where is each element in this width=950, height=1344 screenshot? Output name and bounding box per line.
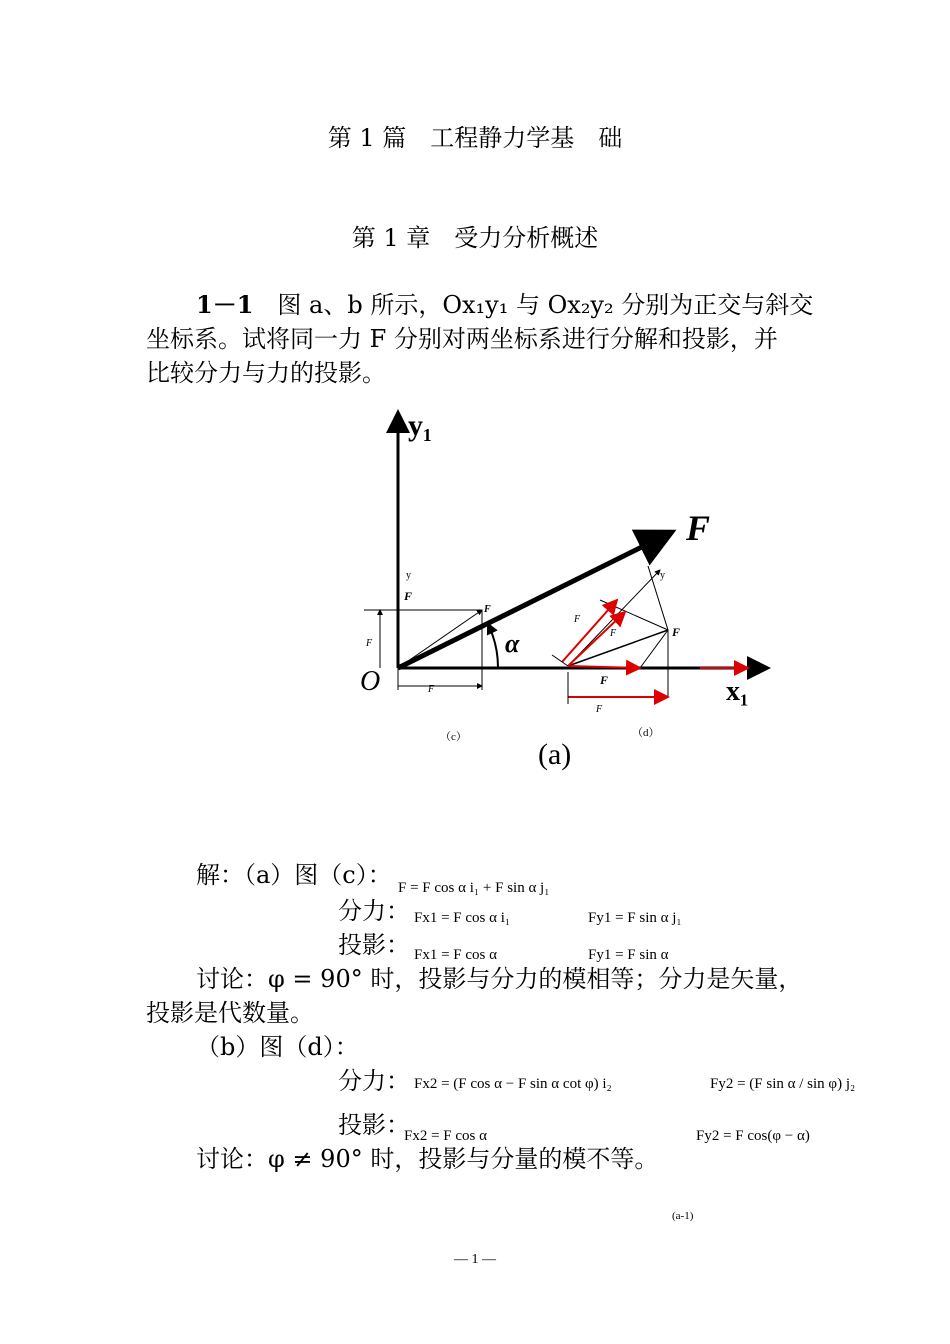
svg-text:F: F [404,589,413,603]
chapter-title: 第 1 章 受力分析概述 [351,224,599,252]
label-y1: y₁ [408,409,432,442]
force-F-d [568,630,668,666]
solution-intro-b: （b）图（d）： [196,1033,359,1061]
label-alpha: α [505,629,520,658]
svg-text:F: F [484,604,491,615]
label-components-a: 分力： [338,897,410,925]
svg-text:F: F [428,684,435,695]
comp-x1: Fx1 = F cos α i₁ [414,910,511,926]
proj-x2: Fx2 = F cos α [404,1128,487,1144]
page-number: — 1 — [454,1252,496,1267]
label-components-b: 分力： [338,1067,410,1095]
comp-y1: Fy1 = F sin α j₁ [588,910,682,926]
comp-x2: Fx2 = (F cos α − F sin α cot φ) i₂ [414,1076,612,1092]
svg-text:F: F [596,704,603,715]
svg-text:F: F [574,614,581,625]
label-projection-a: 投影： [338,931,410,959]
discussion-a-2: 投影是代数量。 [146,999,314,1027]
label-c: （c） [440,731,467,743]
force-decomposition-figure [340,395,950,775]
discussion-b: 讨论：φ ≠ 90° 时，投影与分量的模不等。 [196,1145,659,1173]
label-a: (a) [538,738,572,771]
proj-y1: Fy1 = F sin α [588,947,669,963]
proj-x1: Fx1 = F cos α [414,947,497,963]
projection-y2 [562,600,617,662]
comp-y2: Fy2 = (F sin α / sin φ) j₂ [710,1076,856,1092]
proj-y2: Fy2 = F cos(φ − α) [696,1128,810,1144]
problem-line-3: 比较分力与力的投影。 [146,359,386,387]
solution-intro: 解：（a）图（c）： [196,861,392,889]
label-F: F [686,508,711,548]
label-projection-b: 投影： [338,1111,410,1139]
problem-number: 1－1 [196,290,254,319]
svg-text:F: F [366,638,373,649]
part-title: 第 1 篇 工程静力学基 础 [327,124,623,152]
problem-line-2: 坐标系。试将同一力 F 分别对两坐标系进行分解和投影，并 [146,325,778,353]
svg-text:y: y [660,570,665,581]
small-force [398,610,482,668]
problem-text-1: 图 a、b 所示，Ox₁y₁ 与 Ox₂y₂ 分别为正交与斜交 [277,291,814,319]
svg-text:F: F [600,673,609,687]
svg-text:y: y [406,570,411,581]
alpha-arc [488,624,498,668]
figure-ref: (a-1) [672,1210,694,1222]
discussion-a-1: 讨论：φ = 90° 时，投影与分力的模相等；分力是矢量， [196,965,803,993]
eq-F: F = F cos α i₁ + F sin α j₁ [398,880,550,896]
label-O: O [360,666,381,697]
label-x1: x₁ [726,676,749,707]
svg-text:F: F [672,625,681,639]
svg-text:F: F [610,628,617,639]
label-d: （d） [632,727,660,739]
problem-line-1 [196,288,813,322]
